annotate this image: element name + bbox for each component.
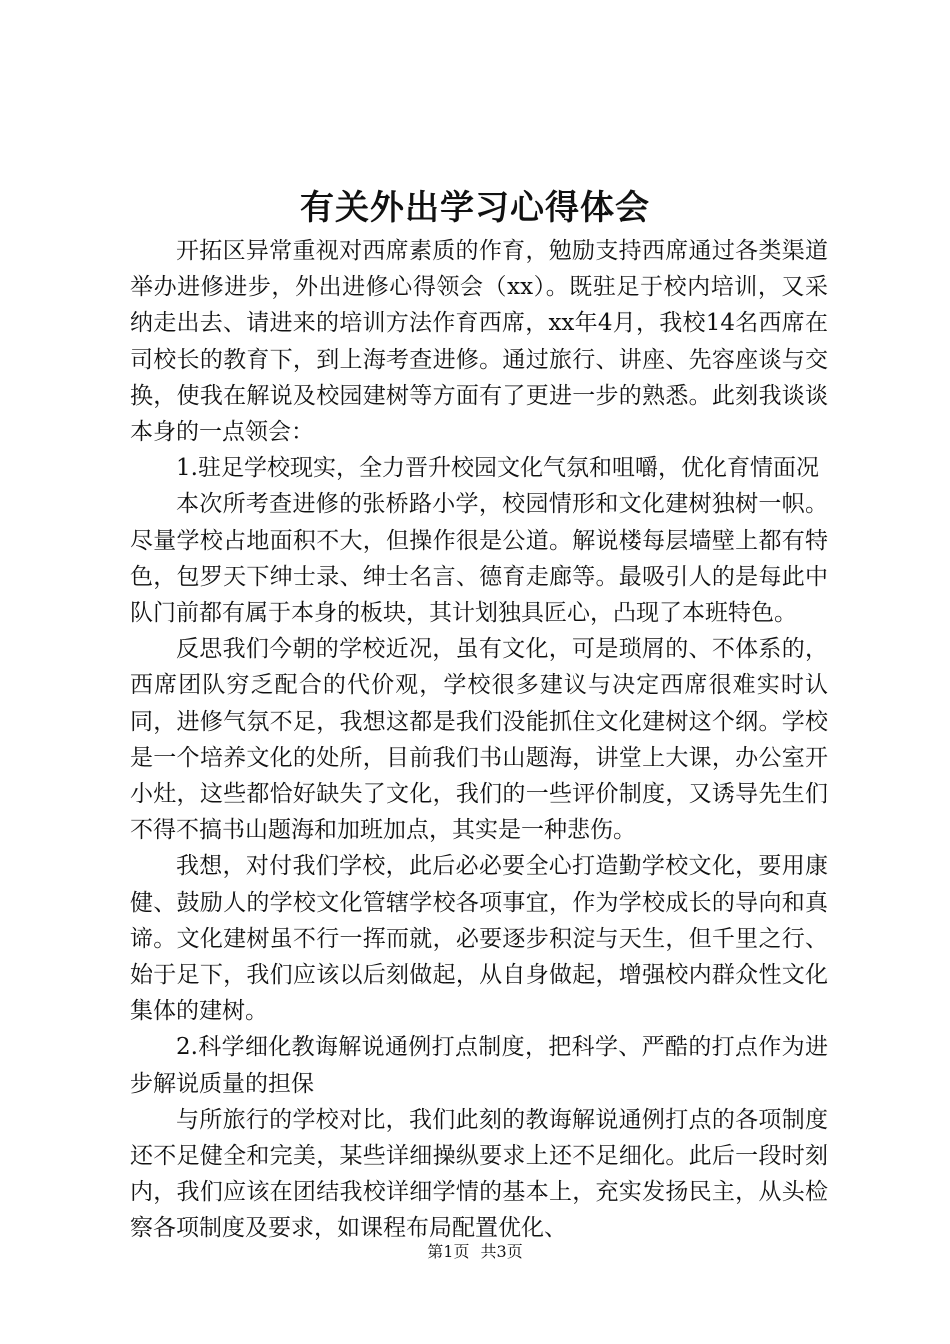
page-total: 共3页	[480, 1242, 523, 1261]
document-title: 有关外出学习心得体会	[300, 188, 650, 228]
paragraph: 本次所考查进修的张桥路小学，校园情形和文化建树独树一帜。尽量学校占地面积不大，但操作很是公道。解说楼每层墙壁上都有特色，包罗天下绅士录、绅士名言、德育走廊等。最吸引人的是每此中队门前都有属于本身的板块，其计划独具匠心，凸现了本班特色。	[130, 491, 828, 627]
paragraph: 开拓区异常重视对西席素质的作育，勉励支持西席通过各类渠道举办进修进步，外出进修心得领会（xx）。既驻足于校内培训，又采纳走出去、请进来的培训方法作育西席，xx年4月，我校14名西席在司校长的教育下，到上海考查进修。通过旅行、讲座、先容座谈与交换，使我在解说及校园建树等方面有了更进一步的熟悉。此刻我谈谈本身的一点领会：	[130, 238, 828, 446]
paragraph: 与所旅行的学校对比，我们此刻的教诲解说通例打点的各项制度还不足健全和完美，某些详细操纵要求上还不足细化。此后一段时刻内，我们应该在团结我校详细学情的基本上，充实发扬民主，从头检察各项制度及要求，如课程布局配置优化、	[130, 1106, 828, 1242]
page-footer	[0, 1240, 950, 1264]
section-heading: 2.科学细化教诲解说通例打点制度，把科学、严酷的打点作为进步解说质量的担保	[130, 1034, 828, 1097]
paragraph: 我想，对付我们学校，此后必必要全心打造勤学校文化，要用康健、鼓励人的学校文化管辖学校各项事宜，作为学校成长的导向和真谛。文化建树虽不行一挥而就，必要逐步积淀与天生，但千里之行、始于足下，我们应该以后刻做起，从自身做起，增强校内群众性文化集体的建树。	[130, 853, 828, 1025]
document-body	[130, 233, 828, 1247]
paragraph: 反思我们今朝的学校近况，虽有文化，可是琐屑的、不体系的，西席团队穷乏配合的代价观，学校很多建议与决定西席很难实时认同，进修气氛不足，我想这都是我们没能抓住文化建树这个纲。学校是一个培养文化的处所，目前我们书山题海，讲堂上大课，办公室开小灶，这些都恰好缺失了文化，我们的一些评价制度，又诱导先生们不得不搞书山题海和加班加点，其实是一种悲伤。	[130, 636, 828, 844]
page-number: 第1页	[427, 1242, 470, 1261]
section-heading: 1.驻足学校现实，全力晋升校园文化气氛和咀嚼，优化育情面况	[176, 455, 819, 482]
